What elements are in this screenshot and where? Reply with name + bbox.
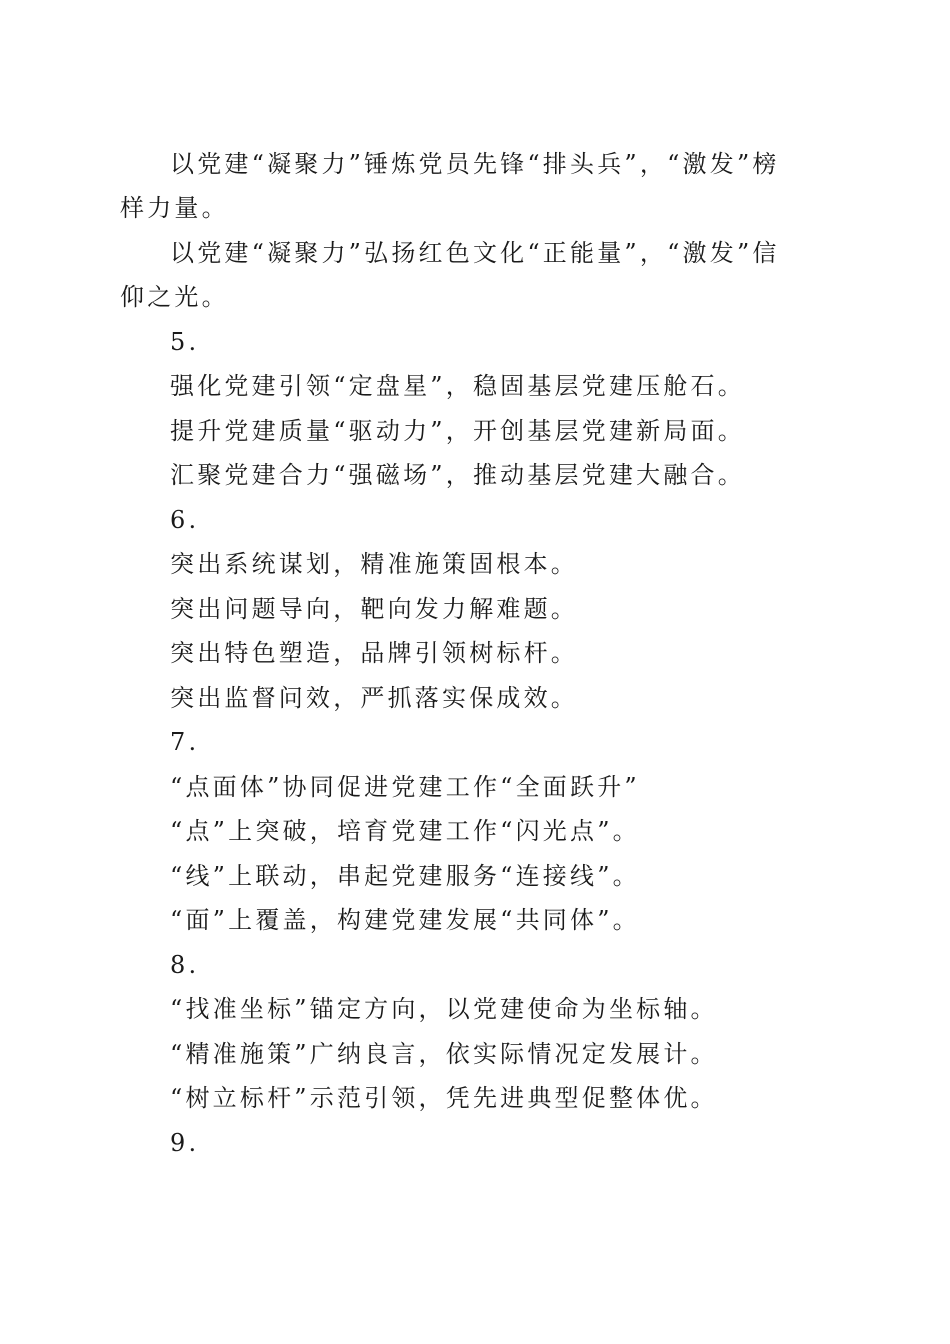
- section-number: 7.: [170, 728, 200, 756]
- section-number: 9.: [170, 1129, 200, 1157]
- paragraph-line: “面”上覆盖，构建党建发展“共同体”。: [170, 906, 640, 934]
- paragraph-line: 突出问题导向，靶向发力解难题。: [170, 595, 578, 623]
- paragraph-line: 提升党建质量“驱动力”，开创基层党建新局面。: [170, 417, 745, 445]
- paragraph-line: 仰之光。: [120, 283, 229, 311]
- paragraph-line: “精准施策”广纳良言，依实际情况定发展计。: [170, 1040, 718, 1068]
- paragraph-line: “树立标杆”示范引领，凭先进典型促整体优。: [170, 1084, 718, 1112]
- paragraph-line: 汇聚党建合力“强磁场”，推动基层党建大融合。: [170, 461, 745, 489]
- paragraph-line: 以党建“凝聚力”锤炼党员先锋“排头兵”，“激发”榜: [170, 150, 780, 178]
- paragraph-line: 以党建“凝聚力”弘扬红色文化“正能量”，“激发”信: [170, 239, 780, 267]
- paragraph-line: 样力量。: [120, 194, 229, 222]
- paragraph-line: “点面体”协同促进党建工作“全面跃升”: [170, 773, 640, 801]
- section-number: 8.: [170, 951, 200, 979]
- paragraph-line: 突出监督问效，严抓落实保成效。: [170, 684, 578, 712]
- paragraph-line: “找准坐标”锚定方向，以党建使命为坐标轴。: [170, 995, 718, 1023]
- section-number: 5.: [170, 328, 200, 356]
- paragraph-line: 突出系统谋划，精准施策固根本。: [170, 550, 578, 578]
- paragraph-line: 突出特色塑造，品牌引领树标杆。: [170, 639, 578, 667]
- section-number: 6.: [170, 506, 200, 534]
- paragraph-line: “点”上突破，培育党建工作“闪光点”。: [170, 817, 640, 845]
- paragraph-line: “线”上联动，串起党建服务“连接线”。: [170, 862, 640, 890]
- paragraph-line: 强化党建引领“定盘星”，稳固基层党建压舱石。: [170, 372, 745, 400]
